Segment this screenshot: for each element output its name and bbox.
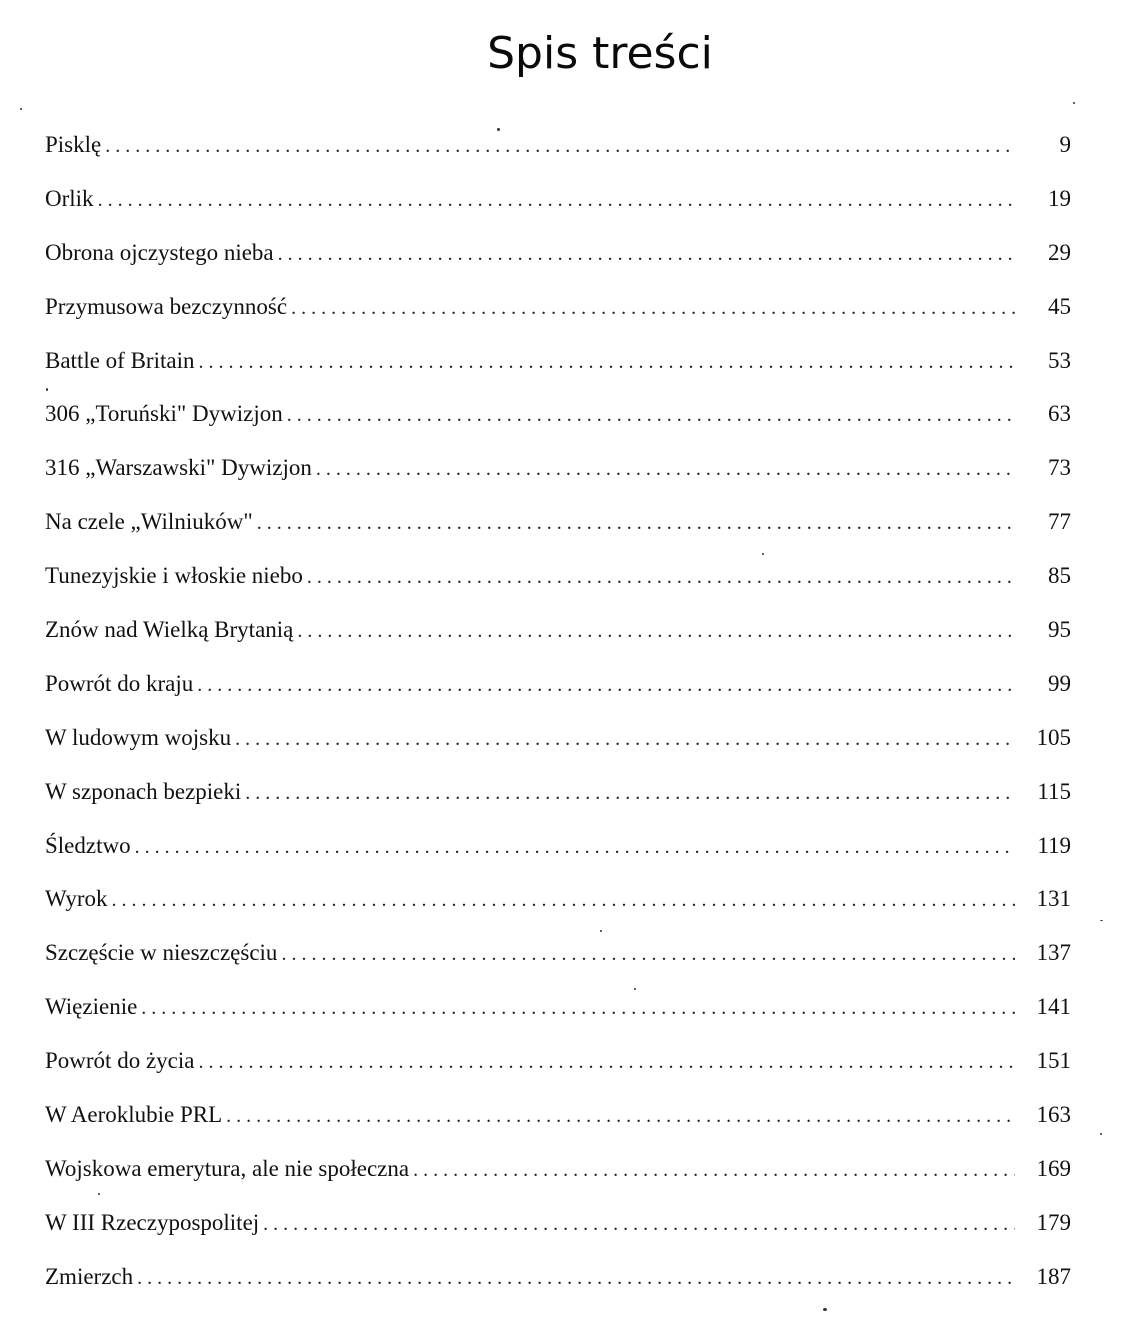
dot-leader: [98, 174, 1015, 228]
dot-leader: [297, 605, 1015, 659]
dot-leader: [198, 1036, 1015, 1090]
toc-entry: [45, 819, 1071, 873]
entry-title: W ludowym wojsku: [45, 724, 232, 750]
entry-title: Powrót do kraju: [45, 670, 194, 696]
scan-speck: [1073, 102, 1075, 104]
entry-page-number: 151: [1036, 1048, 1071, 1074]
entry-title: Battle of Britain: [45, 347, 195, 373]
entry-page-number: 63: [1048, 401, 1071, 427]
dot-leader: [316, 443, 1015, 497]
entry-title: Przymusowa bezczynność: [45, 293, 288, 319]
toc-entry: [45, 172, 1071, 226]
toc-entry: [45, 872, 1071, 926]
entry-title: Pisklę: [45, 132, 102, 157]
entry-title: W III Rzeczypospolitej: [45, 1209, 260, 1235]
dot-leader: [226, 1090, 1015, 1144]
dot-leader: [263, 1198, 1015, 1252]
scan-speck: [46, 388, 48, 391]
dot-leader: [112, 874, 1016, 928]
toc-entry: [45, 765, 1071, 819]
toc-entry: [45, 657, 1071, 711]
dot-leader: [245, 767, 1015, 821]
toc-entry: [45, 441, 1071, 495]
toc-entry: [45, 980, 1071, 1034]
entry-title: 306 „Toruński" Dywizjon: [45, 401, 283, 427]
toc-entry: [45, 334, 1071, 388]
scan-speck: [1100, 920, 1103, 921]
dot-leader: [413, 1144, 1015, 1198]
entry-title: Wyrok: [45, 886, 108, 912]
dot-leader: [135, 821, 1015, 875]
dot-leader: [197, 659, 1015, 713]
entry-title: Znów nad Wielką Brytanią: [45, 617, 294, 643]
toc-entry: [45, 495, 1071, 549]
page-title: Spis treści: [487, 28, 713, 79]
entry-title: Na czele „Wilniuków": [45, 509, 253, 535]
scan-speck: [634, 988, 636, 990]
entry-page-number: 9: [1059, 132, 1071, 157]
entry-title: Śledztwo: [45, 832, 131, 858]
entry-page-number: 77: [1048, 509, 1071, 535]
toc-entry: [45, 926, 1071, 980]
dot-leader: [291, 282, 1015, 336]
dot-leader: [257, 497, 1015, 551]
entry-page-number: 29: [1048, 239, 1071, 265]
entry-title: Tunezyjskie i włoskie niebo: [45, 563, 303, 589]
entry-title: Szczęście w nieszczęściu: [45, 940, 278, 966]
entry-page-number: 73: [1048, 455, 1071, 481]
scan-speck: [823, 1308, 827, 1311]
entry-page-number: 131: [1036, 886, 1071, 912]
dot-leader: [278, 228, 1015, 282]
dot-leader: [105, 120, 1015, 174]
scan-speck: [1100, 1133, 1102, 1135]
dot-leader: [307, 551, 1015, 605]
toc-entry: [45, 387, 1071, 441]
table-of-contents: [45, 118, 1071, 1304]
entry-title: 316 „Warszawski" Dywizjon: [45, 455, 312, 481]
toc-entry: [45, 1088, 1071, 1142]
scan-speck: [20, 108, 22, 110]
entry-title: Orlik: [45, 185, 94, 211]
entry-page-number: 179: [1036, 1209, 1071, 1235]
dot-leader: [235, 713, 1015, 767]
scan-speck: [762, 553, 764, 555]
toc-entry: [45, 226, 1071, 280]
entry-title: Więzienie: [45, 994, 138, 1020]
toc-entry: [45, 603, 1071, 657]
entry-page-number: 169: [1036, 1155, 1071, 1181]
entry-page-number: 119: [1037, 832, 1071, 858]
toc-entry: [45, 1142, 1071, 1196]
entry-title: Wojskowa emerytura, ale nie społeczna: [45, 1155, 410, 1181]
dot-leader: [137, 1252, 1015, 1306]
entry-title: W Aeroklubie PRL: [45, 1102, 223, 1128]
entry-page-number: 187: [1036, 1263, 1071, 1289]
entry-page-number: 19: [1048, 185, 1071, 211]
dot-leader: [287, 389, 1015, 443]
entry-page-number: 115: [1037, 778, 1071, 804]
toc-entry: [45, 1250, 1071, 1304]
toc-entry: [45, 1034, 1071, 1088]
entry-title: Zmierzch: [45, 1263, 134, 1289]
entry-page-number: 105: [1036, 724, 1071, 750]
entry-title: Obrona ojczystego nieba: [45, 239, 274, 265]
entry-page-number: 99: [1048, 670, 1071, 696]
entry-title: W szponach bezpieki: [45, 778, 242, 804]
scan-speck: [600, 930, 602, 932]
scan-speck: [98, 1193, 100, 1195]
entry-title: Powrót do życia: [45, 1048, 195, 1074]
toc-entry: [45, 549, 1071, 603]
scan-speck: [497, 128, 500, 131]
toc-entry: [45, 280, 1071, 334]
toc-entry: [45, 1196, 1071, 1250]
entry-page-number: 53: [1048, 347, 1071, 373]
dot-leader: [281, 928, 1015, 982]
dot-leader: [198, 336, 1015, 390]
toc-entry: [45, 118, 1071, 172]
entry-page-number: 85: [1048, 563, 1071, 589]
entry-page-number: 95: [1048, 617, 1071, 643]
dot-leader: [141, 982, 1015, 1036]
entry-page-number: 137: [1036, 940, 1071, 966]
entry-page-number: 141: [1036, 994, 1071, 1020]
entry-page-number: 45: [1048, 293, 1071, 319]
entry-page-number: 163: [1036, 1102, 1071, 1128]
toc-entry: [45, 711, 1071, 765]
